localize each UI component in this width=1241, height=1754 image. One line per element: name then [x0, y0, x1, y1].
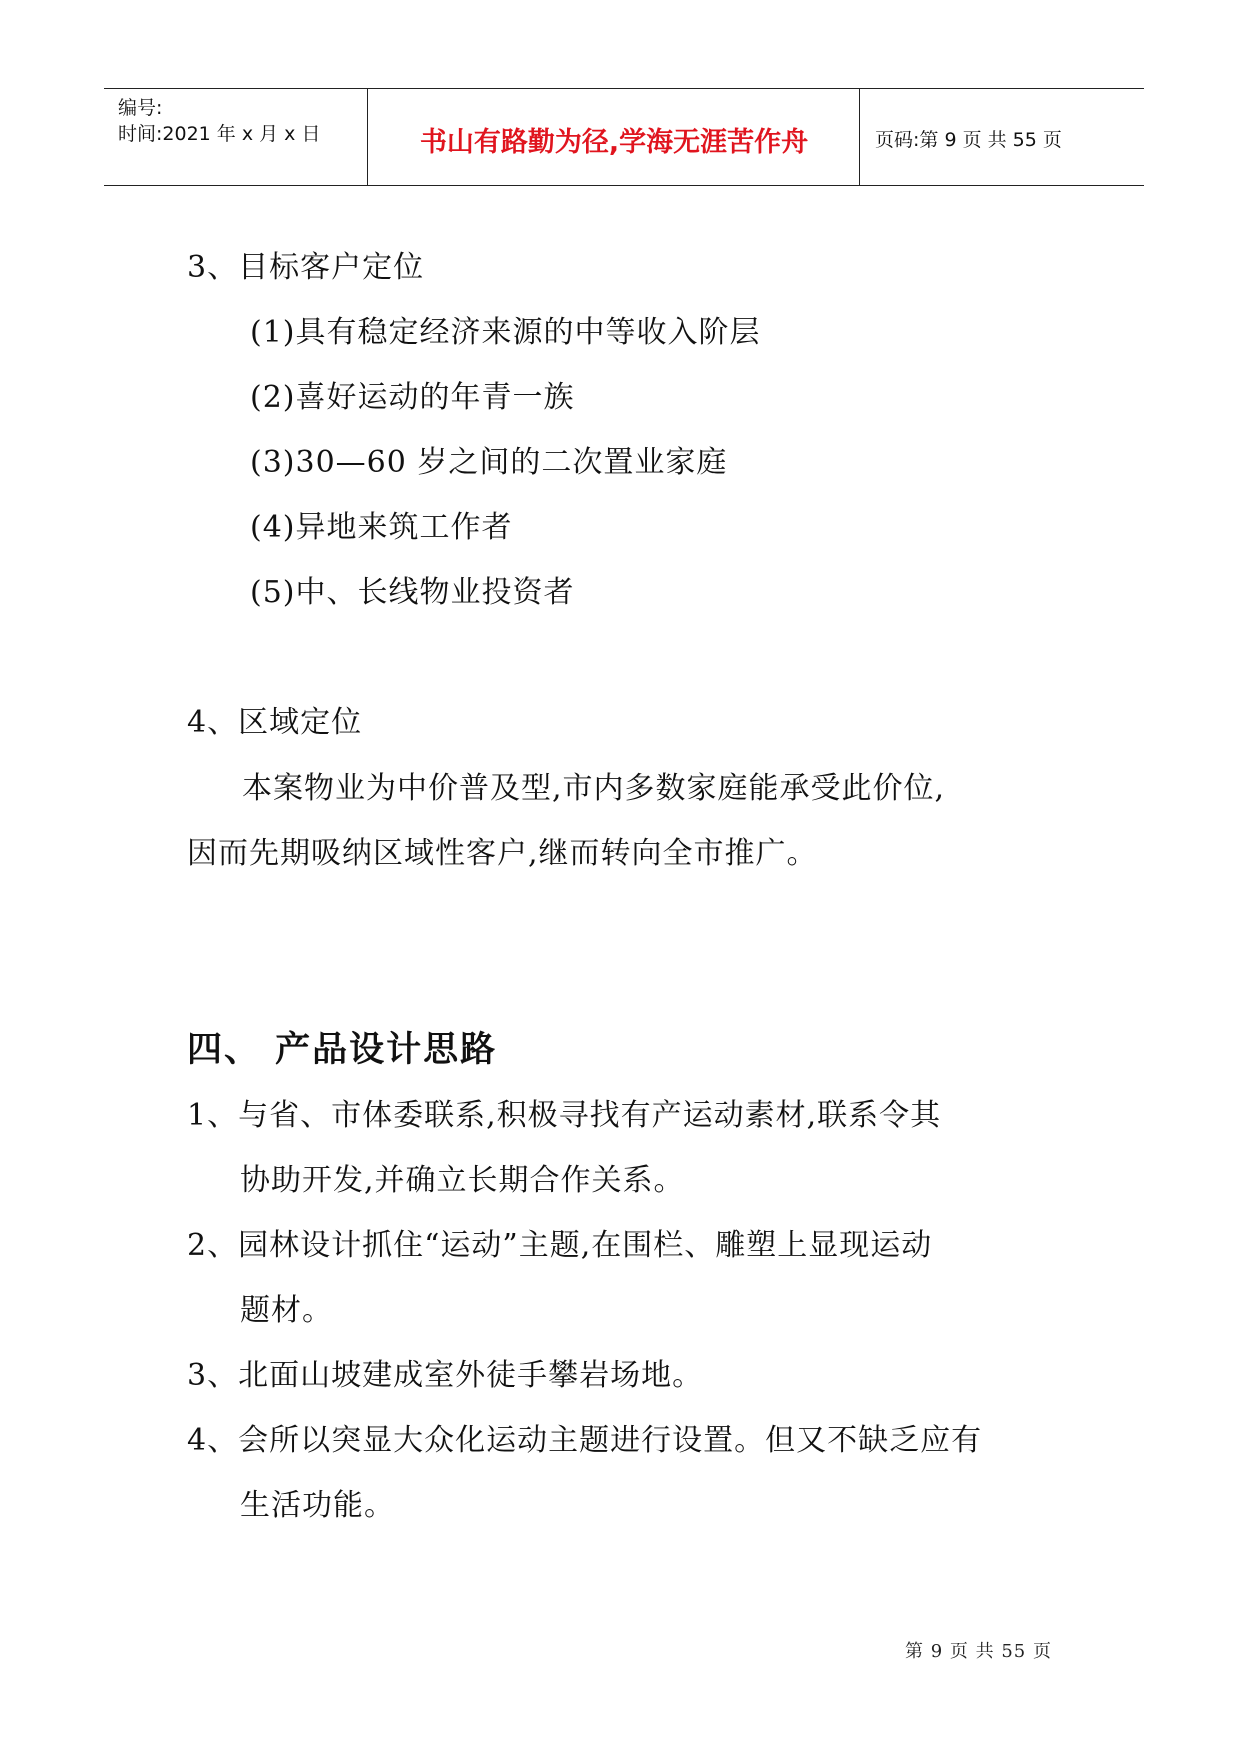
- chapter-heading: 四、 产品设计思路: [187, 1030, 498, 1070]
- header-page-cell: [861, 89, 1144, 185]
- header-motto-cell: [369, 89, 860, 185]
- list-item: (4)异地来筑工作者: [250, 510, 513, 545]
- numbered-item: 3、北面山坡建成室外徒手攀岩场地。: [187, 1358, 704, 1393]
- footer-page-number: 第 9 页 共 55 页: [905, 1641, 1052, 1662]
- section-title-regional-positioning: 4、区域定位: [187, 705, 363, 740]
- list-item: (1)具有稳定经济来源的中等收入阶层: [250, 315, 761, 350]
- numbered-item: 4、会所以突显大众化运动主题进行设置。但又不缺乏应有: [187, 1423, 983, 1458]
- list-item: (5)中、长线物业投资者: [250, 575, 575, 610]
- numbered-item: 1、与省、市体委联系,积极寻找有产运动素材,联系令其: [187, 1098, 942, 1133]
- list-item: (3)30—60 岁之间的二次置业家庭: [250, 445, 728, 480]
- paragraph-line: 本案物业为中价普及型,市内多数家庭能承受此价位,: [242, 771, 946, 806]
- list-item: (2)喜好运动的年青一族: [250, 380, 575, 415]
- document-header: [104, 88, 1144, 186]
- document-date-label: 时间:2021 年 x 月 x 日: [118, 123, 321, 145]
- numbered-item-continuation: 生活功能。: [240, 1488, 395, 1523]
- header-motto: 书山有路勤为径,学海无涯苦作舟: [419, 127, 809, 158]
- numbered-item-continuation: 协助开发,并确立长期合作关系。: [240, 1163, 685, 1198]
- numbered-item-continuation: 题材。: [240, 1293, 333, 1328]
- paragraph-line: 因而先期吸纳区域性客户,继而转向全市推广。: [187, 836, 818, 871]
- document-number-label: 编号:: [118, 97, 163, 119]
- header-info-cell: [104, 89, 368, 185]
- section-title-target-customers: 3、目标客户定位: [187, 250, 425, 285]
- header-page-number: 页码:第 9 页 共 55 页: [875, 129, 1062, 151]
- numbered-item: 2、园林设计抓住“运动”主题,在围栏、雕塑上显现运动: [187, 1228, 933, 1263]
